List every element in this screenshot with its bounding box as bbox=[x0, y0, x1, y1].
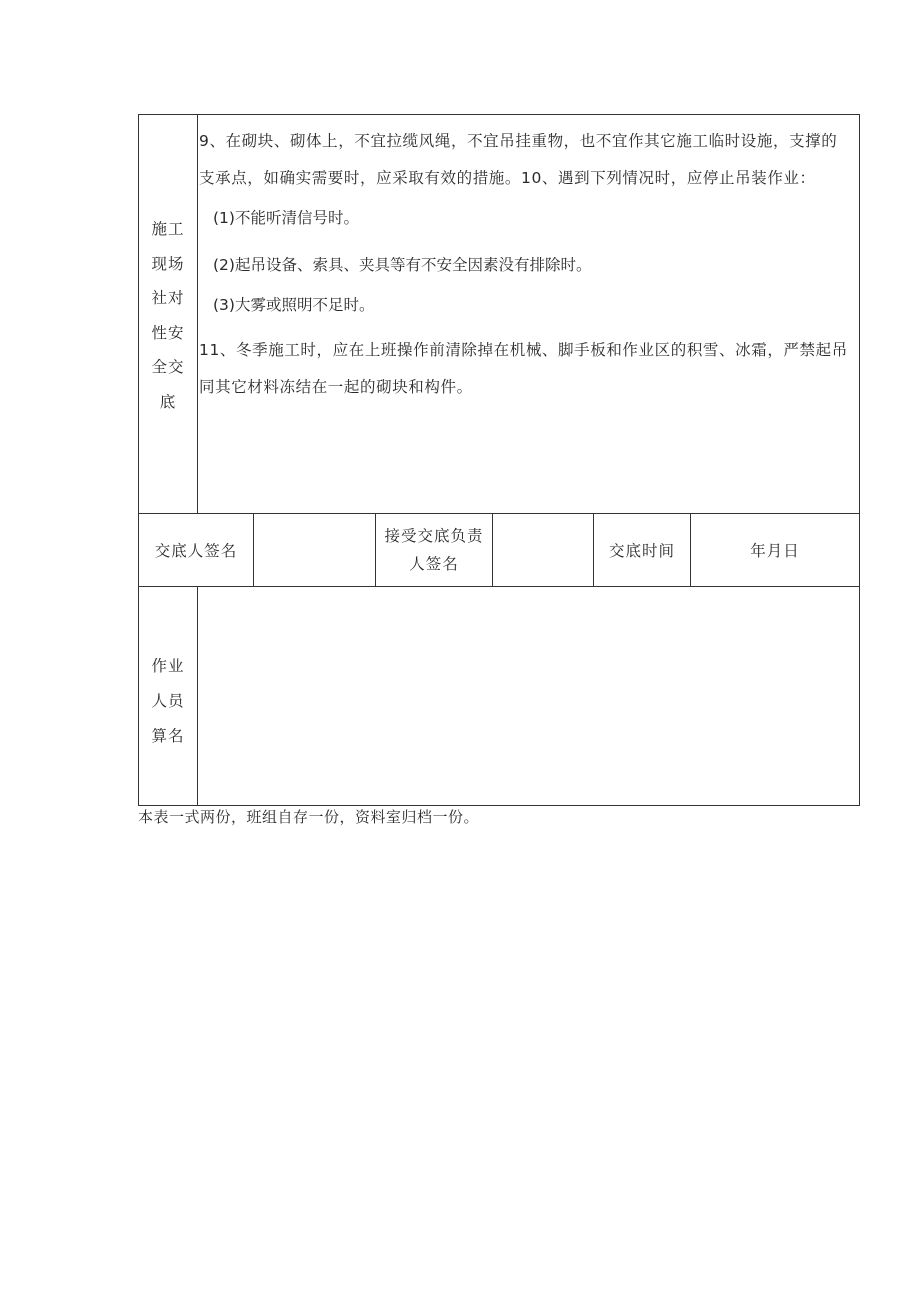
footnote: 本表一式两份，班组自存一份，资料室归档一份。 bbox=[138, 808, 480, 826]
item-9-10-text: 9、在砌块、砌体上，不宜拉缆风绳，不宜吊挂重物，也不宜作其它施工临时设施，支撑的支承点，如确实需要时，应采取有效的措施。10、遇到下列情况时，应停止吊装作业： bbox=[199, 132, 838, 187]
safety-disclosure-content bbox=[199, 123, 853, 406]
condition-2-text: (2)起吊设备、索具、夹具等有不安全因素没有排除时。 bbox=[213, 256, 592, 274]
receiver-signature-field[interactable] bbox=[493, 514, 594, 586]
receiver-label: 接受交底负责人签名 bbox=[376, 514, 493, 586]
signature-row bbox=[138, 514, 860, 587]
disclosure-date-field[interactable]: 年月日 bbox=[750, 542, 800, 560]
label-line: 社对 bbox=[151, 289, 185, 308]
condition-3-text: (3)大雾或照明不足时。 bbox=[213, 296, 375, 314]
safety-disclosure-label-cell bbox=[139, 115, 198, 513]
label-line: 性安 bbox=[151, 323, 185, 342]
disclosure-time-label: 交底时间 bbox=[594, 514, 691, 586]
label-line: 全交 bbox=[151, 358, 185, 377]
workers-signature-field[interactable] bbox=[198, 587, 859, 805]
workers-label-cell bbox=[139, 587, 198, 805]
safety-disclosure-label bbox=[139, 212, 197, 420]
label-line: 施工 bbox=[151, 220, 185, 238]
workers-label bbox=[139, 649, 197, 754]
discloser-label: 交底人签名 bbox=[139, 514, 254, 586]
label-line: 底 bbox=[159, 392, 177, 411]
condition-1-text: (1)不能听清信号时。 bbox=[213, 209, 359, 227]
item-11-text: 11、冬季施工时，应在上班操作前清除掉在机械、脚手板和作业区的积雪、冰霜，严禁起吊同其它材料冻结在一起的砌块和构件。 bbox=[199, 341, 848, 396]
label-line: 算名 bbox=[151, 727, 185, 745]
label-line: 现场 bbox=[151, 254, 185, 273]
safety-disclosure-section bbox=[138, 114, 860, 514]
label-line: 人员 bbox=[151, 692, 185, 710]
disclosure-form bbox=[138, 114, 860, 806]
label-line: 作业 bbox=[151, 657, 185, 675]
workers-signature-section bbox=[138, 587, 860, 806]
discloser-signature-field[interactable] bbox=[254, 514, 376, 586]
